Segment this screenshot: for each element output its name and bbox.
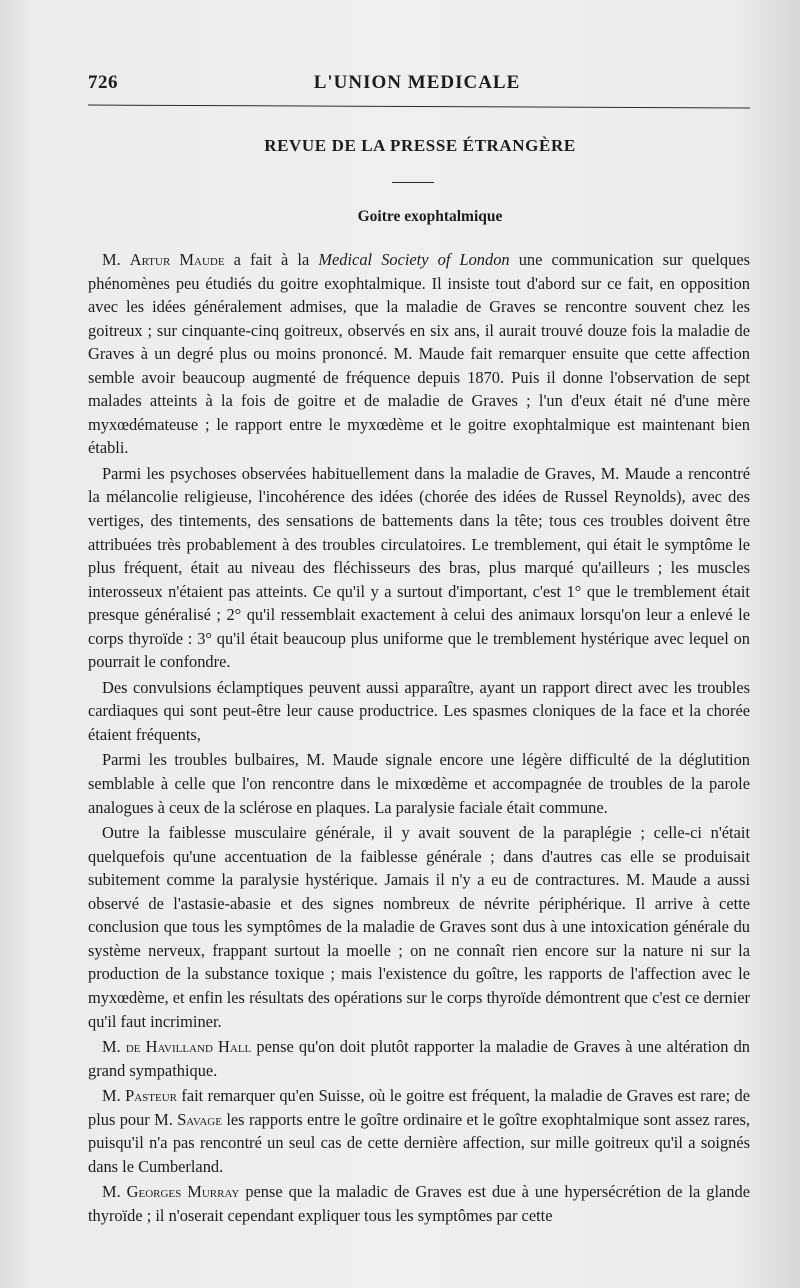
article-title: Goitre exophtalmique <box>357 208 503 225</box>
header-rule <box>88 105 750 109</box>
paragraph <box>88 1180 750 1227</box>
paragraph <box>88 462 750 674</box>
paragraph <box>88 748 750 819</box>
speaker-name: Savage <box>177 1109 222 1129</box>
speaker-name: Pasteur <box>125 1086 177 1106</box>
speaker-prefix: M. <box>102 1037 126 1057</box>
journal-title: L'UNION MEDICALE <box>313 72 521 93</box>
paragraph-text: a fait à la <box>224 250 319 269</box>
page-number: 726 <box>88 72 118 93</box>
paragraph-text: Parmi les psychoses observées habituellement dans la maladie de Graves, M. Maude a rencontré la mélancolie religieuse, l'incohérence des idées (chorée des idées de Russel Reynolds), avec des vertiges, des tintements, des sensations de battements dans la tête; tous ces troubles doivent être attribuées très probablement à des troubles circulatoires. Le tremblement, qui était le symptôme le plus fréquent, était au niveau des fléchisseurs des bras, plus marqué qu'ailleurs ; les muscles interosseux n'étaient pas atteints. Ce qu'il y a surtout d'important, c'est 1° que le tremblement était presque généralisé ; 2° qu'il ressemblait exactement à celui des animaux lorsqu'on leur a enlevé le corps thyroïde : 3° qu'il était beaucoup plus uniforme que le tremblement hystérique avec lequel on pourrait le confondre. <box>88 463 750 672</box>
paragraph-text: pense que la maladic de Graves est due à une hypersécrétion de la glande thyroïde ; il n'oserait cependant expliquer tous les symptômes par cette <box>88 1182 750 1225</box>
paragraph-text: pense qu'on doit plutôt rapporter la maladie de Graves à une altération dn grand sympathique. <box>88 1037 750 1080</box>
paragraph <box>88 248 750 460</box>
paragraph <box>88 1035 750 1082</box>
society-name: Medical Society of London <box>318 250 510 269</box>
running-head <box>88 72 746 102</box>
section-title: REVUE DE LA PRESSE ÉTRANGÈRE <box>264 136 576 155</box>
paragraph <box>88 821 750 1033</box>
speaker-name: Artur Maude <box>129 250 225 269</box>
section-divider <box>392 182 434 183</box>
speaker-name: Georges Murray <box>126 1182 240 1202</box>
speaker-prefix: M. <box>102 1086 126 1106</box>
paragraph-text: une communication sur quelques phénomènes peu étudiés du goitre exophtalmique. Il insiste tout d'abord sur ce fait, en opposition avec les idées généralement admises, que la maladie de Graves se rencontre souvent chez les goitreux ; sur cinquante-cinq goitreux, observés en six ans, il aurait trouvé douze fois la maladie de Graves à un degré plus ou moins prononcé. M. Maude fait remarquer ensuite que cette affection semble avoir beaucoup augmenté de fréquence depuis 1870. Puis il donne l'observation de sept malades atteints à la fois de goitre et de maladie de Graves ; l'un d'eux était né d'une mère myxœdémateuse ; le rapport entre le myxœdème et le goitre exophtalmique est maintenant bien établi. <box>88 250 750 458</box>
speaker-prefix: M. <box>102 1182 127 1202</box>
paragraph-text: Des convulsions éclamptiques peuvent aussi apparaître, ayant un rapport direct avec les troubles cardiaques qui sont peut-être leur cause productrice. Les spasmes cloniques de la face et la chorée étaient fréquents, <box>88 677 750 744</box>
paragraph <box>88 1084 750 1178</box>
speaker-prefix: M. <box>102 250 130 269</box>
paragraph-text: Parmi les troubles bulbaires, M. Maude signale encore une légère difficulté de la déglutition semblable à celle que l'on rencontre dans le mixœdème et accompagnée de troubles de la parole analogues à ceux de la sclérose en plaques. La paralysie faciale était commune. <box>88 750 750 817</box>
paragraph-text: fait remarquer qu'en Suisse, où le goitre est fréquent, la maladie de Graves est rare; de plus pour M. <box>88 1086 750 1129</box>
article-body <box>88 248 750 1227</box>
paragraph-text: Outre la faiblesse musculaire générale, il y avait souvent de la paraplégie ; celle-ci n'était quelquefois qu'une accentuation de la faiblesse générale ; dans d'autres cas elle se produisait subitement comme la paralysie hystérique. Jamais il n'y a eu de contractures. M. Maude a aussi observé de l'astasie-abasie et des signes nombreux de névrite périphérique. Il arrive à cette conclusion que tous les symptômes de la maladie de Graves sont dus à une intoxication générale du système nerveux, frappant surtout la moelle ; on ne connaît rien encore sur la nature ni sur la production de la substance toxique ; mais l'existence du goître, les rapports de l'affection avec le myxœdème, et enfin les résultats des opérations sur le corps thyroïde démontrent que c'est ce dernier qu'il faut incriminer. <box>88 823 750 1031</box>
speaker-name: de Havilland Hall <box>125 1037 252 1057</box>
paragraph-text: les rapports entre le goître ordinaire et le goître exophtalmique sont assez rares, puisqu'il n'a pas rencontré un seul cas de cette dernière affection, sur mille goitreux qu'il a soignés dans le Cumberland. <box>88 1109 750 1176</box>
paragraph <box>88 676 750 747</box>
